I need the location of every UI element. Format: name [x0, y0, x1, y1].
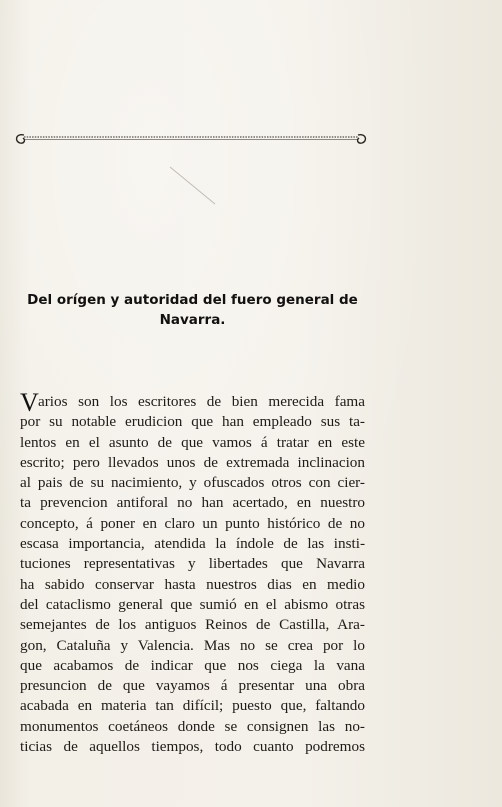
text-line: ticias de aquellos tiempos, todo cuanto podremos	[20, 738, 365, 756]
text-line: escrito; pero llevados unos de extremada inclinacion	[20, 453, 365, 471]
text-line: ta prevencion antiforal no han acertado, en nuestro	[20, 494, 365, 512]
scan-mark	[165, 162, 225, 212]
text-line: ha sabido conservar hasta nuestros dias en medio	[20, 575, 365, 593]
text-line: por su notable erudicion que han empleado sus ta-	[20, 413, 365, 431]
text-line: escasa importancia, atendida la índole de las insti-	[20, 535, 365, 553]
chapter-heading-line-2: Navarra.	[159, 312, 226, 328]
text-line: tuciones representativas y libertades que Navarra	[20, 555, 365, 573]
drop-cap: V	[20, 388, 39, 417]
text-line: que acabamos de indicar que nos ciega la vana	[20, 656, 365, 674]
text-line: al pais de su nacimiento, y ofuscados otros con cier-	[20, 474, 365, 492]
body-paragraph	[20, 388, 365, 757]
decorative-rule	[10, 127, 372, 151]
text-line: gon, Cataluña y Valencia. Mas no se crea por lo	[20, 636, 365, 654]
chapter-heading-line-1: Del orígen y autoridad del fuero general de	[27, 292, 358, 308]
text-line: concepto, á poner en claro un punto histórico de no	[20, 514, 365, 532]
text-line: lentos en el asunto de que vamos á tratar en este	[20, 433, 365, 451]
text-line: acabada en materia tan difícil; puesto que, faltando	[20, 697, 365, 715]
text-line: monumentos coetáneos donde se consignen las no-	[20, 717, 365, 735]
text-line: del cataclismo general que sumió en el abismo otras	[20, 595, 365, 613]
text-line: presuncion de que vayamos á presentar una obra	[20, 677, 365, 695]
chapter-heading	[20, 290, 365, 330]
text-line: arios son los escritores de bien merecida fama	[38, 393, 365, 410]
text-line: semejantes de los antiguos Reinos de Castilla, Ara-	[20, 616, 365, 634]
